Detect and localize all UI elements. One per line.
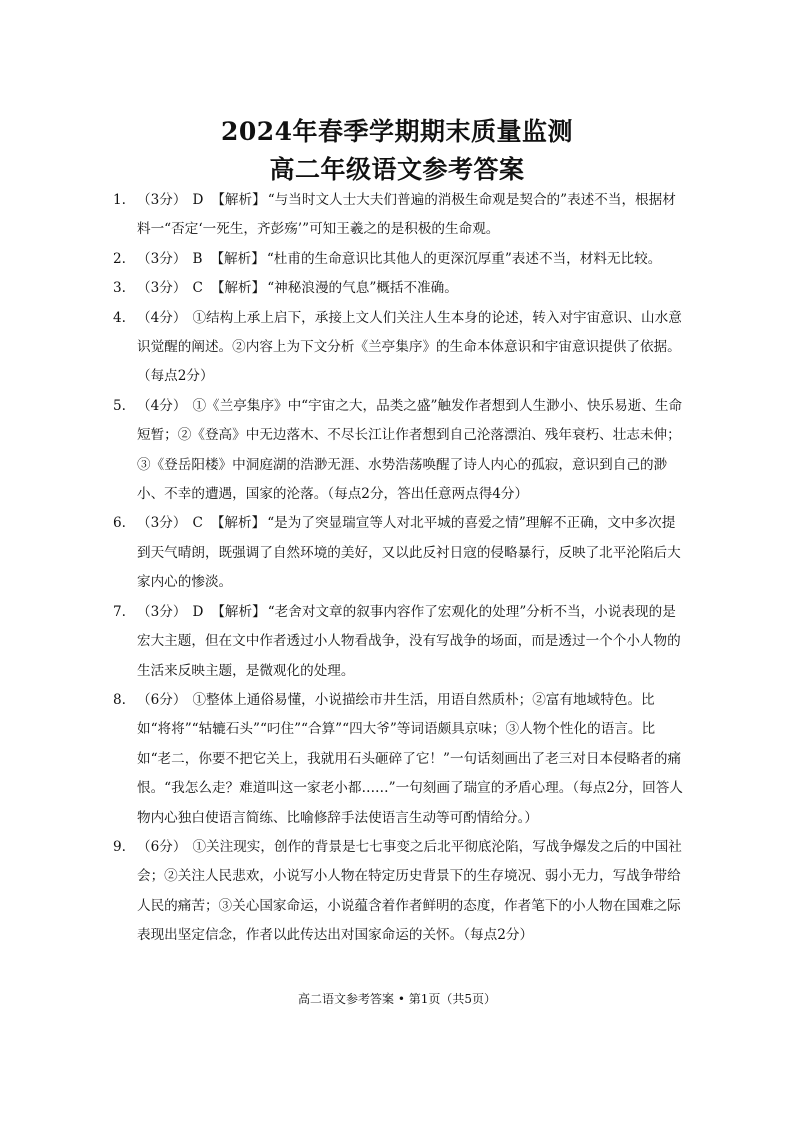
item-text: ①结构上承上启下，承接上文人们关注人生本身的论述，转入对宇宙意识、山水意识觉醒的阐述。②内容上为下文分析《兰亭集序》的生命本体意识和宇宙意识提供了依据。（每点2分） (137, 309, 682, 385)
item-answer: D (192, 603, 204, 620)
item-text: “老舍对文章的叙事内容作了宏观化的处理”分析不当，小说表现的是宏大主题，但在文中作者透过小人物看战争，没有写战争的场面，而是透过一个个小人物的生活来反映主题，是微观化的处理。 (137, 603, 681, 679)
item-analysis-tag: 【解析】 (210, 280, 266, 297)
page-footer: 高二语文参考答案 • 第1页（共5页） (298, 992, 496, 1006)
answer-item-5 (113, 392, 687, 510)
item-number: 2. (113, 250, 126, 267)
answer-item-8 (113, 686, 687, 833)
item-number: 6. (113, 515, 126, 532)
item-text: “与当时文人士大夫们普遍的消极生命观是契合的”表述不当，根据材料一“否定‘一死生，齐彭殇’”可知王羲之的是积极的生命观。 (137, 192, 676, 238)
answer-item-4 (113, 304, 687, 392)
item-text: ①整体上通俗易懂，小说描绘市井生活，用语自然质朴；②富有地域特色。比如“将将”“轱辘石头”“叼住”“合算”“四大爷”等词语颇具京味；③人物个性化的语言。比如“老二，你要不把它关上，我就用石头砸碎了它！”一句话刻画出了老三对日本侵略者的痛恨。“我怎么走？难道叫这一家老小都……”一句刻画了瑞宣的矛盾心理。（每点2分，回答人物内心独白使语言简练、比喻修辞手法使语言生动等可酌情给分。） (137, 691, 683, 826)
item-score: （3分） (137, 280, 187, 297)
answer-item-9 (113, 833, 687, 951)
item-score: （6分） (137, 838, 187, 855)
item-number: 9. (113, 838, 126, 855)
document-title: 2024年春季学期期末质量监测 (220, 117, 574, 146)
answer-item-1 (113, 186, 687, 245)
item-answer: D (192, 192, 204, 208)
item-text: “杜甫的生命意识比其他人的更深沉厚重”表述不当，材料无比较。 (266, 250, 662, 267)
item-score: （4分） (137, 397, 187, 414)
item-score: （3分） (137, 192, 187, 208)
item-text: “神秘浪漫的气息”概括不准确。 (267, 280, 458, 297)
item-number: 5. (113, 397, 126, 414)
item-number: 7. (113, 603, 126, 620)
item-score: （3分） (137, 603, 187, 620)
item-score: （4分） (137, 309, 187, 326)
item-score: （3分） (137, 515, 187, 532)
item-answer: C (192, 515, 203, 532)
answer-item-7 (113, 598, 687, 686)
item-score: （6分） (137, 691, 187, 708)
item-text: ①关注现实，创作的背景是七七事变之后北平彻底沦陷，写战争爆发之后的中国社会；②关注人民悲欢，小说写小人物在特定历史背景下的生存境况、弱小无力，写战争带给人民的痛苦；③关心国家命运，小说蕴含着作者鲜明的态度，作者笔下的小人物在国难之际表现出坚定信念，作者以此传达出对国家命运的关怀。（每点2分） (137, 838, 682, 944)
item-text: ①《兰亭集序》中“宇宙之大，品类之盛”触发作者想到人生渺小、快乐易逝、生命短暂；②《登高》中无边落木、不尽长江让作者想到自己沦落漂泊、残年衰朽、壮志未伸；③《登岳阳楼》中洞庭湖的浩渺无涯、水势浩荡唤醒了诗人内心的孤寂，意识到自己的渺小、不幸的遭遇，国家的沦落。（每点2分，答出任意两点得4分） (137, 397, 683, 503)
document-subtitle: 高二年级语文参考答案 (269, 155, 525, 184)
item-answer: C (192, 280, 203, 297)
item-number: 3. (113, 280, 126, 297)
item-analysis-tag: 【解析】 (210, 515, 266, 532)
item-number: 1. (113, 192, 126, 208)
answer-item-6 (113, 509, 687, 597)
item-number: 4. (113, 309, 126, 326)
item-number: 8. (113, 691, 126, 708)
item-analysis-tag: 【解析】 (211, 192, 266, 208)
item-analysis-tag: 【解析】 (210, 250, 265, 267)
item-analysis-tag: 【解析】 (211, 603, 266, 620)
answer-item-3 (113, 274, 687, 303)
item-text: “是为了突显瑞宣等人对北平城的喜爱之情”理解不正确，文中多次提到天气晴朗，既强调了自然环境的美好，又以此反衬日寇的侵略暴行，反映了北平沦陷后大家内心的惨淡。 (137, 515, 681, 591)
answer-list (113, 186, 687, 951)
answer-item-2 (113, 245, 687, 274)
item-answer: B (192, 250, 203, 267)
item-score: （3分） (137, 250, 187, 267)
